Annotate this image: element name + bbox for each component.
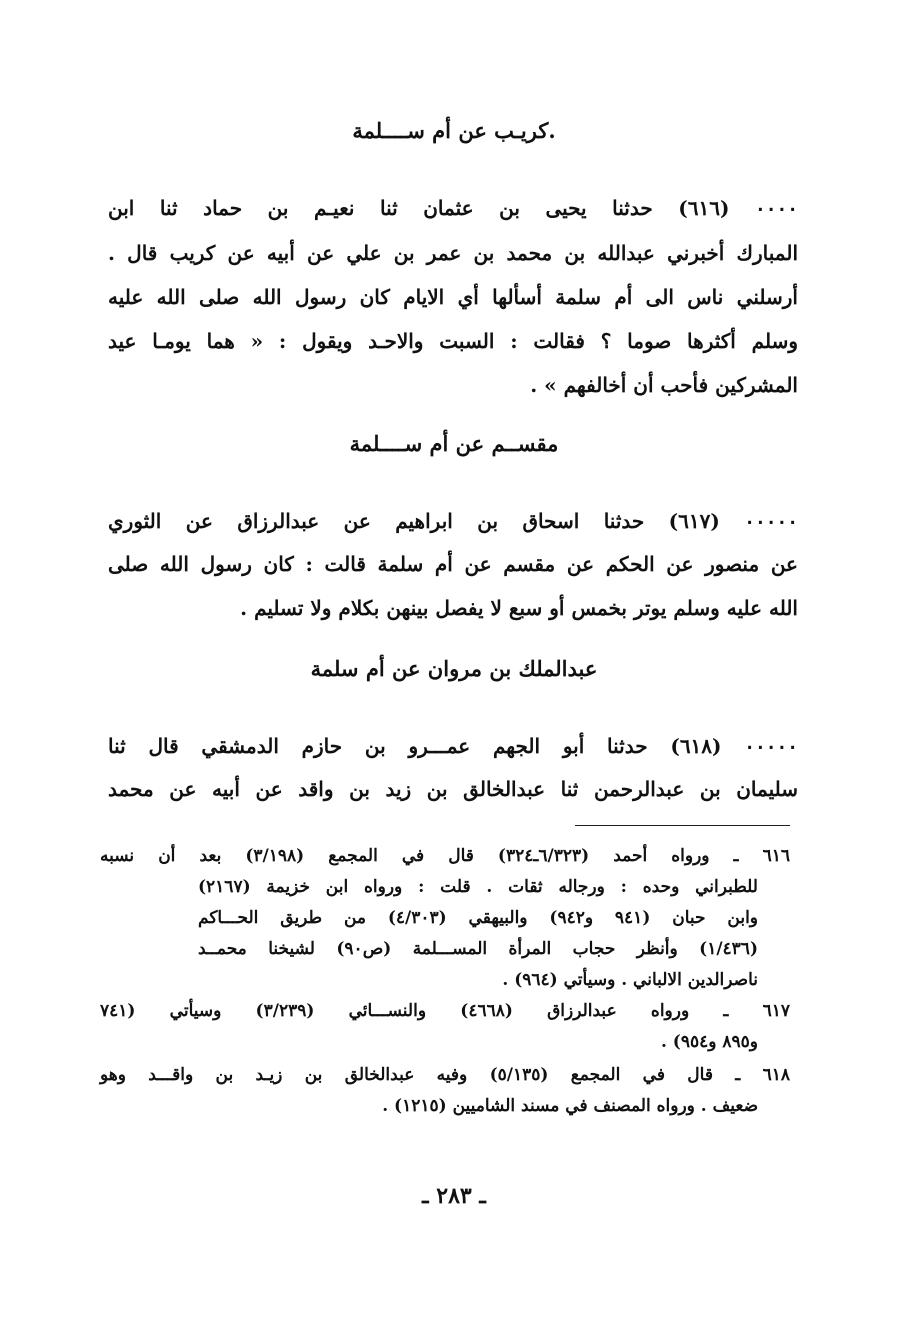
section-heading: .كريـب عن أم ســــلمة — [352, 118, 556, 143]
footnote-line: ٦١٨ ـ قال في المجمع (٥/١٣٥) وفيه عبدالخالق بن زيـد بن واقـــد وهو — [100, 1065, 791, 1085]
section-heading: عبدالملك بن مروان عن أم سلمة — [310, 656, 598, 681]
footnote-line: ٦١٧ ـ ورواه عبدالرزاق (٤٦٦٨) والنســـائي (٣/٢٣٩) وسيأتي (٧٤١ — [100, 1001, 791, 1021]
footnote-line: ضعيف . ورواه المصنف في مسند الشاميين (١٢١٥) . — [382, 1096, 758, 1116]
text-line: سليمان بن عبدالرحمن ثنا عبدالخالق بن زيد بن واقد عن أبيه عن محمد — [108, 777, 798, 801]
footnote-line: و٨٩٥ و٩٥٤) . — [660, 1032, 758, 1052]
text-line: أرسلني ناس الى أم سلمة أسألها أي الايام كان رسول الله صلى الله عليه — [108, 285, 798, 309]
section-heading: مقســم عن أم ســــلمة — [349, 431, 559, 456]
text-line: المشركين فأحب أن أخالفهم » . — [530, 373, 798, 397]
text-line: المبارك أخبرني عبدالله بن محمد بن عمر بن علي عن أبيه عن كريب قال . — [108, 241, 798, 265]
text-line: ٠٠٠٠٠ (٦١٨) حدثنا أبو الجهم عمـــرو بن حازم الدمشقي قال ثنا — [108, 734, 798, 758]
text-line: الله عليه وسلم يوتر بخمس أو سبع لا يفصل بينهن بكلام ولا تسليم . — [240, 596, 798, 620]
footnote-line: ناصرالدين الالباني . وسيأتي (٩٦٤) . — [502, 970, 758, 990]
footnote-line: ٦١٦ ـ ورواه أحمد (٦/٣٢٣ـ٣٢٤) قال في المجمع (٣/١٩٨) بعد أن نسبه — [100, 846, 790, 866]
text-line: وسلم أكثرها صوما ؟ فقالت : السبت والاحـد ويقول : « هما يومـا عيد — [108, 329, 798, 353]
footnote-line: وابن حبان (٩٤١ و٩٤٢) والبيهقي (٤/٣٠٣) من طريق الحـــاكم — [198, 908, 758, 928]
text-line: ٠٠٠٠ (٦١٦) حدثنا يحيى بن عثمان ثنا نعيـم بن حماد ثنا ابن — [108, 196, 798, 220]
footnote-divider — [575, 825, 790, 826]
footnote-line: للطبراني وحده : ورجاله ثقات . قلت : ورواه ابن خزيمة (٢١٦٧) — [198, 877, 758, 897]
page-number: ـ ٢٨٣ ـ — [422, 1183, 486, 1209]
text-line: عن منصور عن الحكم عن مقسم عن أم سلمة قالت : كان رسول الله صلى — [108, 552, 798, 576]
text-line: ٠٠٠٠٠ (٦١٧) حدثنا اسحاق بن ابراهيم عن عبدالرزاق عن الثوري — [108, 509, 798, 533]
footnote-line: (١/٤٣٦) وأنظر حجاب المرأة المســـلمة (ص٩٠) لشيخنا محمــد — [198, 939, 758, 959]
